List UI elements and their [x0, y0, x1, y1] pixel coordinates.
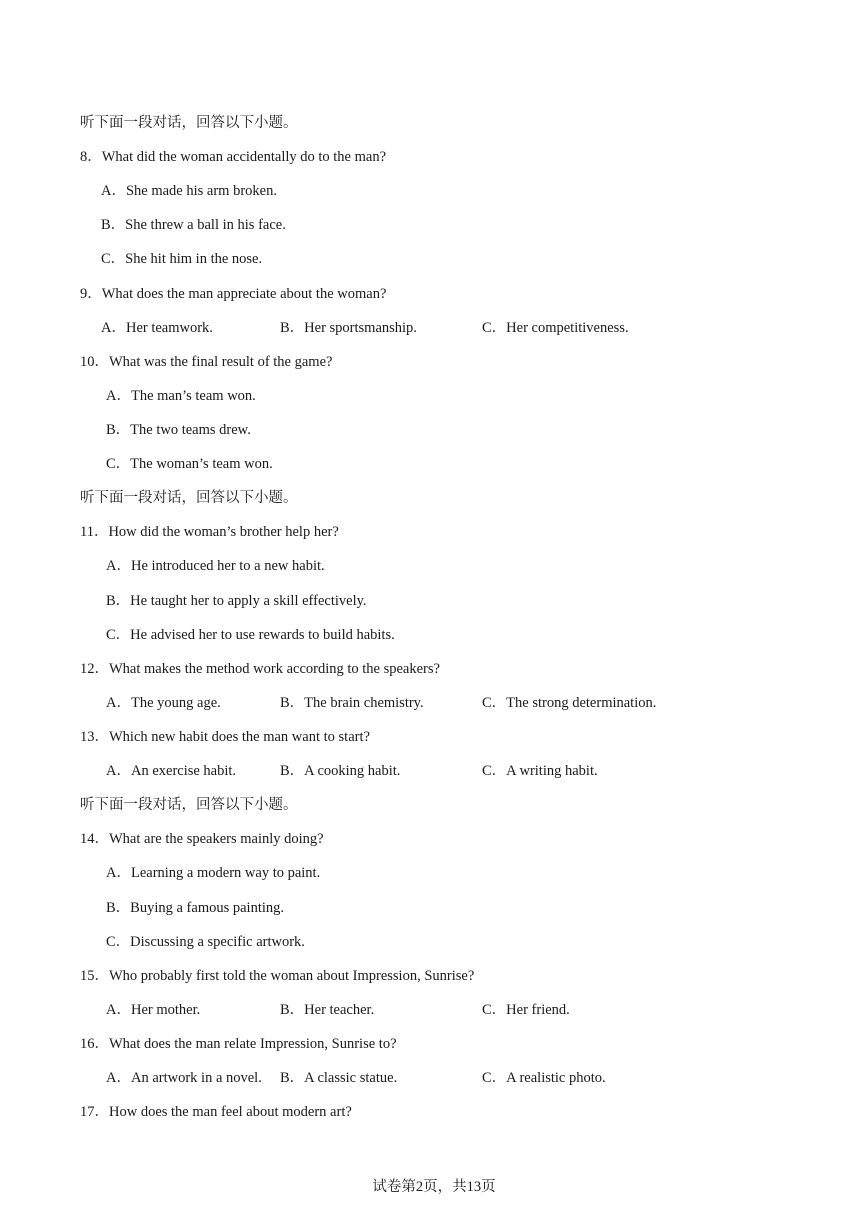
question-15-option-c: C．Her friend.: [482, 1002, 570, 1018]
question-9-option-b: B．Her sportsmanship.: [280, 320, 417, 336]
question-13-stem: 13．Which new habit does the man want to start?: [80, 729, 370, 745]
question-15-option-a: A．Her mother.: [106, 1002, 201, 1018]
question-8-option-b: B．She threw a ball in his face.: [101, 217, 286, 233]
question-13-option-c: C．A writing habit.: [482, 763, 598, 779]
question-10-option-c: C．The woman’s team won.: [106, 456, 273, 472]
section-heading: 听下面一段对话，回答以下小题。: [80, 797, 298, 813]
question-14-option-c: C．Discussing a specific artwork.: [106, 934, 305, 950]
question-12-stem: 12．What makes the method work according to the speakers?: [80, 661, 440, 677]
question-16-option-a: A．An artwork in a novel.: [106, 1070, 262, 1086]
question-14-option-a: A．Learning a modern way to paint.: [106, 865, 321, 881]
question-10-option-b: B．The two teams drew.: [106, 422, 251, 438]
question-12-option-a: A．The young age.: [106, 695, 221, 711]
question-15-option-b: B．Her teacher.: [280, 1002, 375, 1018]
question-10-option-a: A．The man’s team won.: [106, 388, 256, 404]
section-heading: 听下面一段对话，回答以下小题。: [80, 490, 298, 506]
question-14-option-b: B．Buying a famous painting.: [106, 900, 285, 916]
question-13-option-a: A．An exercise habit.: [106, 763, 237, 779]
question-8-option-a: A．She made his arm broken.: [101, 183, 277, 199]
question-11-option-c: C．He advised her to use rewards to build habits.: [106, 627, 395, 643]
question-16-option-c: C．A realistic photo.: [482, 1070, 606, 1086]
question-13-option-b: B．A cooking habit.: [280, 763, 401, 779]
question-9-stem: 9．What does the man appreciate about the woman?: [80, 286, 387, 302]
question-14-stem: 14．What are the speakers mainly doing?: [80, 831, 324, 847]
question-8-option-c: C．She hit him in the nose.: [101, 251, 263, 267]
question-8-stem: 8．What did the woman accidentally do to the man?: [80, 149, 387, 165]
question-11-option-a: A．He introduced her to a new habit.: [106, 558, 325, 574]
question-9-option-c: C．Her competitiveness.: [482, 320, 629, 336]
question-16-option-b: B．A classic statue.: [280, 1070, 398, 1086]
question-11-option-b: B．He taught her to apply a skill effectively.: [106, 593, 367, 609]
question-12-option-c: C．The strong determination.: [482, 695, 657, 711]
question-12-option-b: B．The brain chemistry.: [280, 695, 424, 711]
question-15-stem: 15．Who probably first told the woman about Impression, Sunrise?: [80, 968, 475, 984]
page-footer: 试卷第2页，共13页: [372, 1179, 496, 1195]
question-17-stem: 17．How does the man feel about modern art?: [80, 1104, 352, 1120]
question-9-option-a: A．Her teamwork.: [101, 320, 213, 336]
question-16-stem: 16．What does the man relate Impression, Sunrise to?: [80, 1036, 397, 1052]
section-heading: 听下面一段对话，回答以下小题。: [80, 115, 298, 131]
question-11-stem: 11．How did the woman’s brother help her?: [80, 524, 339, 540]
question-10-stem: 10．What was the final result of the game?: [80, 354, 333, 370]
